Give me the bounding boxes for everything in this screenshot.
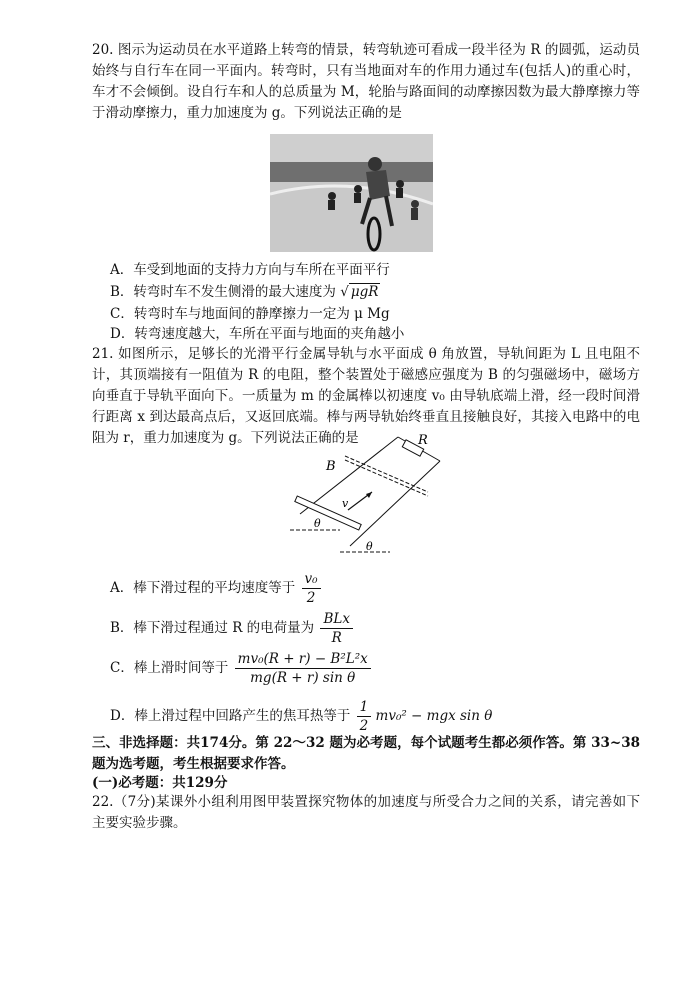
q20-option-d: D．转弯速度越大，车所在平面与地面的夹角越小 [110,326,405,342]
q21-option-d-text: D．棒上滑过程中回路产生的焦耳热等于 [110,708,351,724]
q20-option-b [110,282,380,303]
velocity-label: v [342,497,349,510]
section-heading: 三、非选择题：共174分。第 22～32 题为必考题，每个试题考生都必须作答。第 33~38 题为选考题，考生根据要求作答。 [92,735,640,772]
fraction-numerator: BLx [320,610,353,629]
resistor-label: R [418,434,428,448]
section-subheading: (一)必考题：共129分 [92,775,228,791]
fraction [357,698,372,735]
angle-label-upper: θ [314,517,321,530]
fraction [235,650,371,687]
q21-option-b [110,610,353,647]
fraction [302,570,321,607]
q20-option-a: A．车受到地面的支持力方向与车所在平面平行 [110,262,390,278]
fraction-denominator: 2 [306,590,316,606]
q20-option-c: C．转弯时车与地面间的静摩擦力一定为 μ Mg [110,306,390,322]
angle-label-lower: θ [366,540,373,553]
q20-stem: 20. 图示为运动员在水平道路上转弯的情景，转弯轨迹可看成一段半径为 R 的圆弧，运动员始终与自行车在同一平面内。转弯时，只有当地面对车的作用力通过车(包括人)的重心时，车才不会倾倒。设自行车和人的总质量为 M，轮胎与路面间的动摩擦因数为最大静摩擦力等于滑动摩擦力，重力加速度为 g。下列说法正确的是 [92,42,640,121]
fraction-denominator: 2 [359,718,369,734]
q20-option-b-text: B．转弯时车不发生侧滑的最大速度为 [110,284,336,300]
q21-option-c [110,650,371,687]
q21-option-d [110,698,492,735]
cyclist-illustration [270,134,433,252]
fraction-numerator: v₀ [302,570,321,589]
sqrt-expression: √ μgR [340,284,379,300]
fraction-denominator: R [331,630,342,646]
fraction-denominator: mg(R + r) sin θ [250,670,356,686]
q22-stem: 22.（7分)某课外小组利用图甲装置探究物体的加速度与所受合力之间的关系，请完善如下主要实验步骤。 [92,794,640,831]
q21-stem: 21. 如图所示，足够长的光滑平行金属导轨与水平面成 θ 角放置，导轨间距为 L 且电阻不计，其顶端接有一阻值为 R 的电阻，整个装置处于磁感应强度为 B 的匀强磁场中，磁场方向垂直于导轨平面向下。一质量为 m 的金属棒以初速度 v₀ 由导轨底端上滑，经一段时间滑行距离 x 到达最高点后，又返回底端。棒与两导轨始终垂直且接触良好，其接入电路中的电阻为 r，重力加速度为 g。下列说法正确的是 [92,346,640,446]
fraction-numerator: mv₀(R + r) − B²L²x [235,650,371,669]
expression-tail: mv₀² − mgx sin θ [375,708,493,724]
rail-diagram [290,434,450,562]
q21-option-b-text: B．棒下滑过程通过 R 的电荷量为 [110,620,315,636]
q21-option-a [110,570,321,607]
fraction [320,610,353,647]
fraction-numerator: 1 [357,698,372,717]
cyclist-photo [270,134,433,252]
metal-rod [295,496,361,530]
q21-option-c-text: C．棒上滑时间等于 [110,660,229,676]
sqrt-radicand: μgR [350,284,379,300]
rail-right [350,461,440,546]
q21-option-a-text: A．棒下滑过程的平均速度等于 [110,580,296,596]
field-label: B [326,459,336,474]
rail-left [300,437,398,514]
